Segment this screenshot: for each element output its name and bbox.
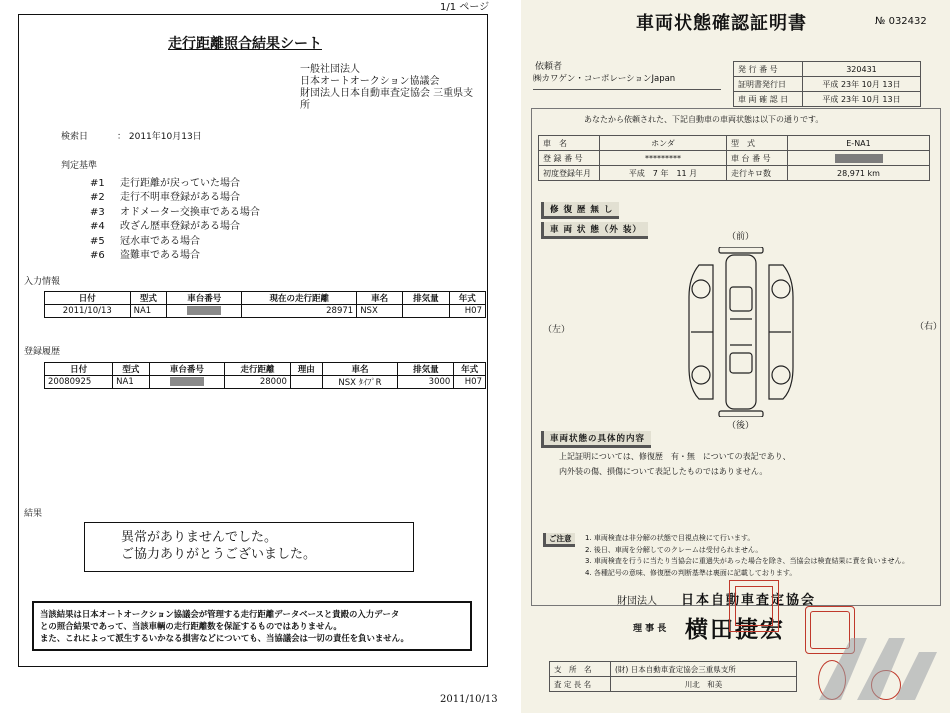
input-info-table — [44, 291, 486, 318]
notes-list — [585, 533, 909, 579]
table-row: 車 両 確 認 日 平成 23年 10月 13日 — [734, 92, 921, 107]
result-label: 結果 — [24, 509, 43, 519]
redacted-cell — [167, 305, 242, 318]
org-block — [300, 64, 473, 112]
table-header-row: 日付 型式 車台番号 走行距離 理由 車名 排気量 年式 — [45, 363, 486, 376]
criteria-list — [90, 177, 260, 263]
certificate-title: 車両状態確認証明書 — [636, 13, 807, 34]
vehicle-condition-certificate — [521, 0, 950, 713]
table-row: 登 録 番 号 ********* 車 台 番 号 — [539, 151, 930, 166]
criteria-item: #3 オドメーター交換車である場合 — [90, 206, 260, 218]
input-info-label: 入力情報 — [24, 277, 61, 287]
sheet-title: 走行距離照合結果シート — [168, 36, 322, 52]
association-seal-stamp — [729, 580, 779, 632]
note-item: 1. 車両検査は非分解の状態で目視点検にて行います。 — [585, 534, 755, 542]
diagram-front-label: （前） — [727, 232, 755, 242]
history-table — [44, 362, 486, 389]
branch-info-table — [549, 661, 797, 692]
footer-date: 2011/10/13 — [440, 694, 498, 705]
criteria-label: 判定基準 — [61, 161, 98, 171]
redaction-bar — [835, 154, 883, 163]
car-top-view-outline — [726, 255, 756, 409]
criteria-item: #6 盗難車である場合 — [90, 250, 200, 262]
org-line: 財団法人日本自動車査定協会 三重県支 — [300, 88, 474, 99]
org-line: 一般社団法人 — [300, 64, 360, 75]
result-line: ご協力ありがとうございました。 — [121, 547, 317, 562]
issuer-org: 日本自動車査定協会 — [681, 593, 817, 608]
note-item: 3. 車両検査を行うに当たり当協会に重過失があった場合を除き、当協会は検査結果に責を負いません。 — [585, 557, 909, 565]
certificate-number: № 032432 — [875, 16, 927, 27]
org-line: 所 — [300, 100, 310, 111]
page-label: 1/1 ページ — [440, 2, 490, 13]
table-row: 証明書発行日 平成 23年 10月 13日 — [734, 77, 921, 92]
result-box — [84, 522, 414, 572]
disclaimer-line: また、これによって派生するいかなる損害などについても、当協議会は一切の責任を負いません。 — [40, 633, 409, 643]
result-line: 異常がありませんでした。 — [121, 530, 278, 545]
disclaimer-line: との照合結果であって、当該車輌の走行距離数を保証するものではありません。 — [40, 621, 342, 631]
client-name: ㈱カワゲン・コーポレーションJapan — [533, 74, 676, 84]
history-label: 登録履歴 — [24, 347, 61, 357]
table-row: 支 所 名 (財) 日本自動車査定協会三重県支所 — [550, 662, 797, 677]
watermark-logo — [811, 628, 943, 708]
detail-condition-tag: 車両状態の具体的内容 — [541, 431, 651, 448]
table-header-row: 日付 型式 車台番号 現在の走行距離 車名 排気量 年式 — [45, 292, 486, 305]
detail-text — [559, 449, 791, 479]
issue-info-table — [733, 61, 921, 107]
note-item: 2. 後日、車両を分解してのクレームは受付られません。 — [585, 545, 763, 554]
table-row: 20080925 NA1 28000 NSX ﾀｲﾌﾟR 3000 H07 — [45, 376, 486, 389]
redaction-bar — [170, 377, 204, 386]
table-row: 2011/10/13 NA1 28971 NSX H07 — [45, 305, 486, 318]
table-row: 発 行 番 号 320431 — [734, 62, 921, 77]
search-date-label: 検索日 — [61, 132, 89, 142]
criteria-item: #4 改ざん歴車登録がある場合 — [90, 221, 240, 233]
diagram-left-label: （左） — [543, 325, 571, 335]
chairman-label: 理 事 長 — [633, 624, 667, 634]
detail-line: 内外装の傷、損傷について表記したものではありません。 — [559, 467, 768, 476]
client-underline — [533, 89, 721, 90]
search-date-value: ： 2011年10月13日 — [117, 132, 202, 142]
detail-line: 上記証明については、修復歴 有・無 についての表記であり、 — [559, 452, 791, 461]
disclaimer-box — [32, 601, 472, 651]
exterior-status-tag: 車 両 状 態（外 装） — [541, 222, 648, 239]
criteria-item: #5 冠水車である場合 — [90, 235, 200, 247]
org-line: 日本オートオークション協議会 — [300, 76, 440, 87]
table-row: 査 定 長 名 川北 和美 — [550, 677, 797, 692]
diagram-rear-label: （後） — [727, 421, 755, 431]
table-row: 初度登録年月 平成 7 年 11 月 走行キロ数 28,971 km — [539, 166, 930, 181]
table-row: 車 名 ホンダ 型 式 E-NA1 — [539, 136, 930, 151]
chairman-name: 横田捷宏 — [685, 616, 785, 643]
disclaimer-line: 当該結果は日本オートオークション協議会が管理する走行距離データベースと貴殿の入力データ — [40, 609, 400, 619]
client-label: 依頼者 — [535, 62, 563, 72]
intro-text: あなたから依頼された、下記自動車の車両状態は以下の通りです。 — [584, 115, 824, 124]
criteria-item: #2 走行不明車登録がある場合 — [90, 192, 240, 204]
repair-history-tag: 修 復 歴 無 し — [541, 202, 619, 219]
note-item: 4. 各種記号の意味、修復歴の判断基準は裏面に記載しております。 — [585, 568, 797, 577]
diagram-right-label: （右） — [915, 322, 943, 332]
redaction-bar — [187, 306, 221, 315]
redacted-cell — [149, 376, 224, 389]
vehicle-info-table — [538, 135, 930, 181]
notes-label: ご注意 — [543, 533, 575, 547]
car-exterior-diagram — [671, 247, 811, 417]
criteria-item: #1 走行距離が戻っていた場合 — [90, 178, 240, 189]
issuer-org-prefix: 財団法人 — [617, 596, 657, 607]
redacted-cell — [788, 151, 930, 166]
